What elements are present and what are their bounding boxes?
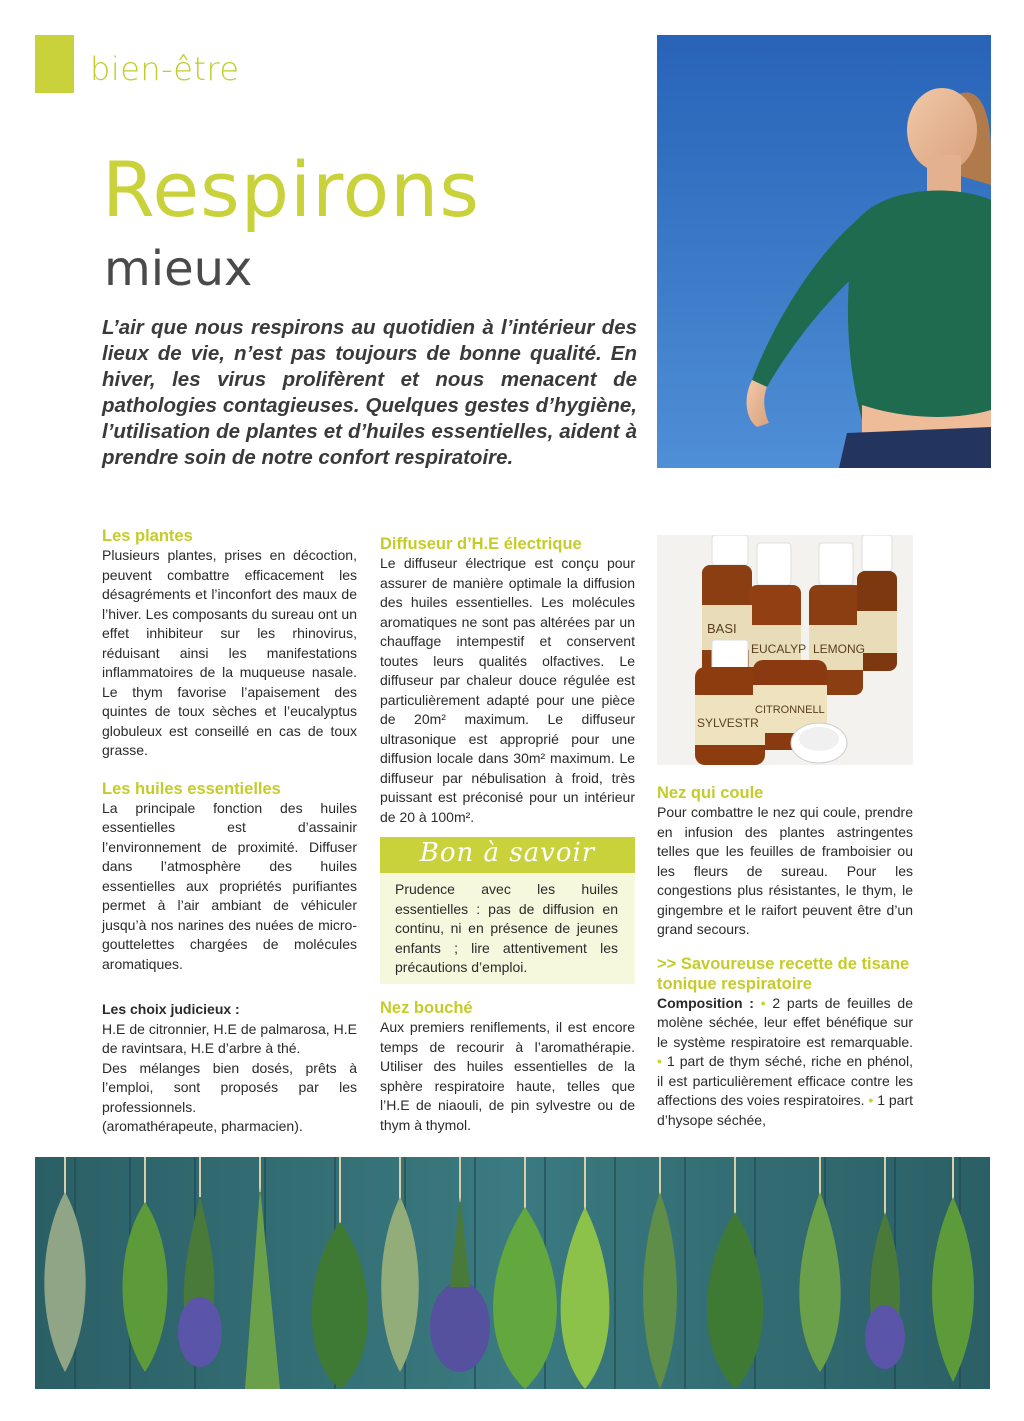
heading-plantes: Les plantes <box>102 527 193 545</box>
composition-part-3: 1 part d’hysope séchée, <box>657 1092 914 1128</box>
text-huiles: La principale fonction des huiles essentielles est d’assainir l’environnement de proximité. Diffuser dans l’atmosphère des huiles essentielles aux propriétés purifiantes permet à l’air ambiant de véhiculer jusqu’à nos narines des nuées de micro-gouttelettes chargées de molécules aromatiques. <box>102 799 357 972</box>
heading-choix: Les choix judicieux : <box>102 1001 240 1017</box>
heading-huiles: Les huiles essentielles <box>102 779 281 798</box>
text-composition <box>657 994 913 1131</box>
text-plantes: Plusieurs plantes, prises en décoction, peuvent combattre efficacement les désagréments et l’inconfort des maux de l’hiver. Les composants du sureau ont un effet inhibiteur sur les rhinovirus, réduisant ainsi les manifestations inflammatoires de la muqueuse nasale. Le thym favorise l’apaisement des quintes de toux sèches et l’eucalyptus globuleux est conseillé en cas de toux grasse. <box>102 547 357 758</box>
text-melanges-note: (aromathérapeute, pharmacien). <box>102 1118 303 1134</box>
heading-nez-coule: Nez qui coule <box>657 784 764 802</box>
tip-box-text: Prudence avec les huiles essentielles : pas de diffusion en continu, ni en présence de jeunes enfants ; lire attentivement les précautions d’emploi. <box>395 881 618 975</box>
bottle-label-sylvestris: SYLVESTR <box>697 716 759 730</box>
heading-nez-bouche: Nez bouché <box>380 999 473 1017</box>
bottles-illustration <box>657 535 913 765</box>
essential-oil-bottles-photo <box>657 535 913 765</box>
text-nez-coule: Pour combattre le nez qui coule, prendre en infusion des plantes astringentes telles que les feuilles de framboisier ou les fleurs de sureau. Pour les congestions plus résistantes, le thym, le gingembre et le raifort peuvent être d’un grand secours. <box>657 804 913 937</box>
bullet-2: • <box>657 1053 662 1069</box>
bullet-1: • <box>760 994 766 1011</box>
column-1 <box>102 526 357 1137</box>
bottle-label-basil: BASI <box>707 621 737 636</box>
text-nez-bouche: Aux premiers reniflements, il est encore temps de recourir à l’aromathérapie. Utiliser des huiles essentielles de la sphère respiratoire haute, telles que l’H.E de niaouli, de pin sylvestre ou de thym à thymol. <box>380 1019 635 1133</box>
woman-sky-photo <box>657 35 991 468</box>
page-subtitle: mieux <box>104 241 253 297</box>
bullet-3: • <box>868 1092 874 1108</box>
section-label: bien-être <box>90 50 240 88</box>
spacer <box>102 761 357 779</box>
text-melanges: Des mélanges bien dosés, prêts à l’emploi, sont proposés par les professionnels. <box>102 1059 357 1115</box>
accent-bar <box>35 35 74 93</box>
tip-box-title: Bon à savoir <box>419 838 596 868</box>
heading-diffuseur: Diffuseur d’H.E électrique <box>380 535 582 553</box>
woman-sky-illustration <box>657 35 991 468</box>
column-2 <box>380 534 635 827</box>
column-2-lower <box>380 998 635 1135</box>
composition-part-2: 1 part de thym séché, riche en phénol, il est particulièrement efficace contre les affections des voies respiratoires. <box>657 1053 913 1108</box>
herb-bundles-photo <box>35 1157 990 1389</box>
text-diffuseur: Le diffuseur électrique est conçu pour assurer de manière optimale la diffusion des huiles essentielles. Les molécules aromatiques ne sont pas altérées par un chauffage intempestif et conservent toutes leurs qualités olfactives. Le diffuseur par chaleur douce régulée est particulièrement adapté pour une pièce de 20m² maximum. Le diffuseur ultrasonique est approprié pour une diffusion locale dans 30m² maximum. Le diffuseur par nébulisation à froid, très puissant est préconisé pour un intérieur de 20 à 100m². <box>380 555 635 825</box>
bottle-label-lemongrass: LEMONG <box>813 642 866 656</box>
composition-part-1: 2 parts de feuilles de molène séchée, leur effet bénéfique sur le système respiratoire est remarquable. <box>657 994 913 1050</box>
composition-label: Composition : <box>657 994 754 1011</box>
bottle-label-eucalyptus: EUCALYP <box>751 642 807 656</box>
spacer <box>102 974 357 1000</box>
bottle-label-citronnelle: CITRONNELL <box>755 704 825 716</box>
text-choix: H.E de citronnier, H.E de palmarosa, H.E de ravintsara, H.E d’arbre à thé. <box>102 1020 357 1056</box>
intro-paragraph: L’air que nous respirons au quotidien à l’intérieur des lieux de vie, n’est pas toujours de bonne qualité. En hiver, les virus prolifèrent et nous menacent de pathologies contagieuses. Quelques gestes d’hygiène, l’utilisation de plantes et d’huiles essentielles, aident à prendre soin de notre confort respiratoire. <box>102 316 637 469</box>
column-3 <box>657 783 913 1130</box>
page-title: Respirons <box>102 145 480 234</box>
heading-recette: >> Savoureuse recette de tisane tonique respiratoire <box>657 954 910 993</box>
herbs-illustration <box>35 1157 990 1389</box>
